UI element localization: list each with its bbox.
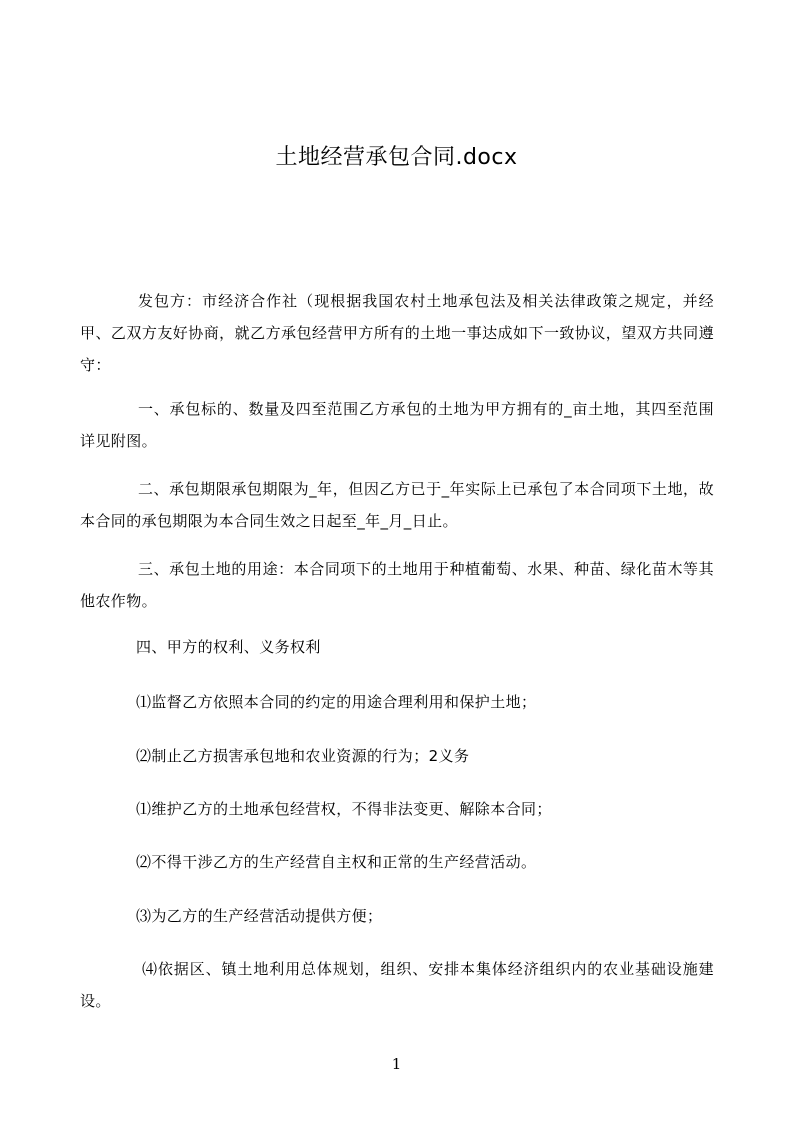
document-title: 土地经营承包合同.docx (275, 145, 518, 170)
paragraph-duty-2: ⑵不得干涉乙方的生产经营自主权和正常的生产经营活动。 (136, 853, 537, 871)
page-number: 1 (391, 1055, 402, 1073)
paragraph-preamble: 发包方：市经济合作社（现根据我国农村土地承包法及相关法律政策之规定，并经甲、乙双方友好协商，就乙方承包经营甲方所有的土地一事达成如下一致协议，望双方共同遵守： (80, 292, 714, 374)
paragraph-duty-1: ⑴维护乙方的土地承包经营权，不得非法变更、解除本合同； (136, 800, 552, 818)
paragraph-clause-3: 三、承包土地的用途：本合同项下的土地用于种植葡萄、水果、种苗、绿化苗木等其他农作物。 (80, 560, 714, 610)
paragraph-duty-3: ⑶为乙方的生产经营活动提供方便； (136, 907, 383, 925)
paragraph-right-2: ⑵制止乙方损害承包地和农业资源的行为；2义务 (136, 747, 470, 765)
paragraph-clause-2: 二、承包期限承包期限为_年，但因乙方已于_年实际上已承包了本合同项下土地，故本合同的承包期限为本合同生效之日起至_年_月_日止。 (80, 480, 714, 530)
paragraph-clause-1: 一、承包标的、数量及四至范围乙方承包的土地为甲方拥有的_亩土地，其四至范围详见附图。 (80, 400, 714, 450)
paragraph-right-1: ⑴监督乙方依照本合同的约定的用途合理利用和保护土地； (136, 693, 537, 711)
paragraph-clause-4-heading: 四、甲方的权利、义务权利 (136, 638, 321, 656)
paragraph-duty-4: ⑷依据区、镇土地利用总体规划，组织、安排本集体经济组织内的农业基础设施建设。 (80, 960, 714, 1010)
